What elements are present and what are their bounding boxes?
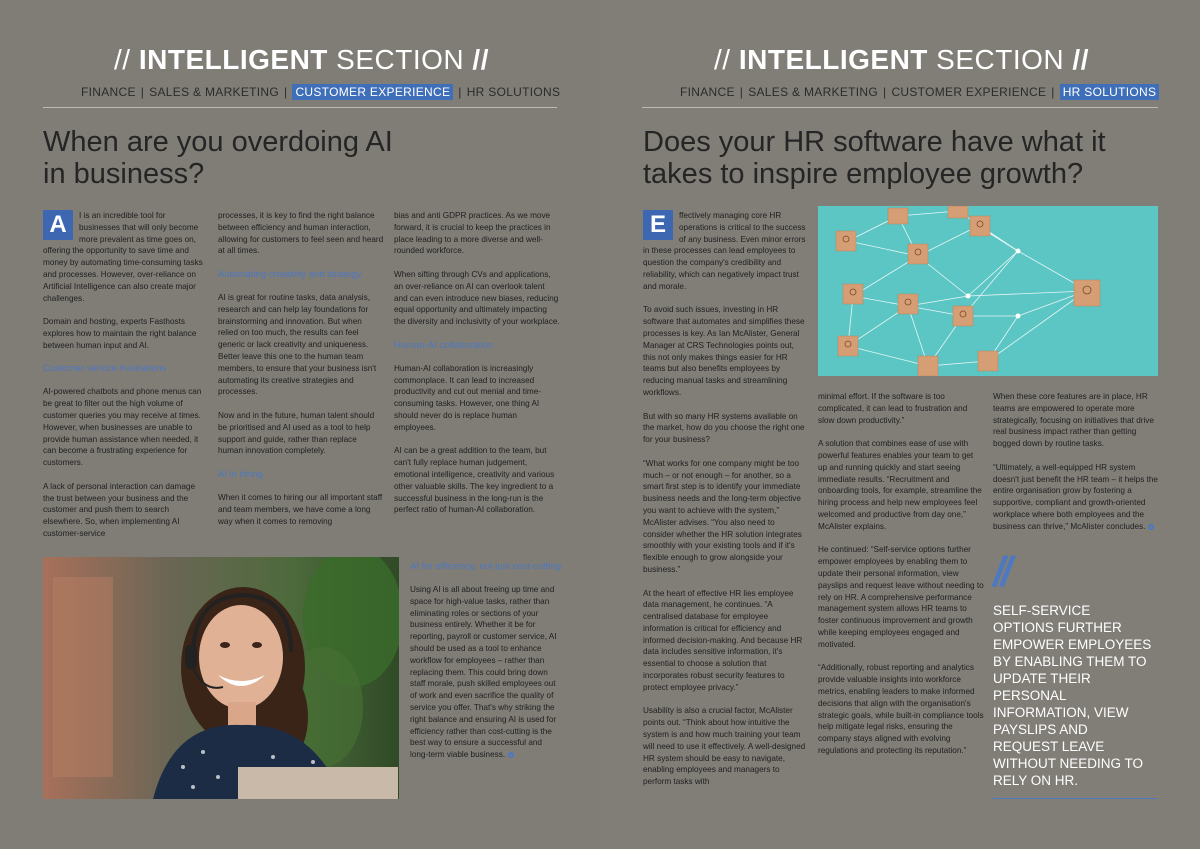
article-column-1	[643, 210, 806, 800]
paragraph: A I is an incredible tool for businesses that will only become more prevalent as time goes on, offering the opportunity to save time and money by automating time-consuming tasks and processes. However, over-reliance on Artificial Intelligence can also create major challenges.	[43, 211, 203, 303]
title-suffix: //	[1072, 44, 1089, 75]
paragraph: “What works for one company might be too much – or not enough – for another, so a smart first step is to identify your immediate business needs and the long-term objective you want to achieve with the system,” McAlister advises. “You also need to consider whether the HR solution integrates smoothly with your existing tools and if it's flexible enough to grow alongside your business.”	[643, 458, 802, 574]
title-bold: INTELLIGENT	[138, 44, 328, 75]
section-nav	[680, 85, 1159, 99]
end-of-article-icon	[1148, 524, 1154, 530]
title-bold: INTELLIGENT	[738, 44, 928, 75]
nav-finance[interactable]: FINANCE	[81, 85, 136, 99]
paragraph: But with so many HR systems available on the market, how do you choose the right one for your business?	[643, 411, 805, 445]
title-prefix: //	[714, 44, 731, 75]
subheading: Customer service frustrations	[43, 363, 167, 375]
title-light: SECTION	[336, 44, 465, 75]
paragraph: AI-powered chatbots and phone menus can be great to filter out the high volume of customer queries you may receive at times. However, when businesses are unable to provide human assistance when needed, it can become a frustrating experience for customers.	[43, 387, 202, 468]
paragraph: Usability is also a crucial factor, McAlister points out. “Think about how intuitive the system is and how much training your team will need to use it effectively. A well-designed HR system should be easy to navigate, enabling employees and managers to perform tasks with	[643, 706, 806, 787]
nav-hr-solutions[interactable]: HR SOLUTIONS	[1060, 84, 1160, 100]
subheading: AI in hiring	[218, 468, 263, 480]
network-illustration	[818, 206, 1158, 376]
right-page	[600, 0, 1200, 849]
nav-hr-solutions[interactable]: HR SOLUTIONS	[466, 85, 561, 99]
nav-separator: |	[458, 85, 462, 99]
nav-separator: |	[284, 85, 288, 99]
article-column-4	[410, 561, 562, 773]
header-rule	[43, 107, 557, 108]
paragraph: Using AI is all about freeing up time and space for high-value tasks, rather than eliminating roles or sections of your business entirely. Whether it be for reporting, payroll or customer service, AI should be used as a tool to enhance workflow for employees – rather than replacing them. This could bring down staff morale, push skilled employees out of work and even sacrifice the quality of service you offer. That's why striking the right balance and ensuring AI is used for efficiency rather than cost-cutting is the best way to ensure a successful and long-term viable business.	[410, 585, 557, 760]
article-headline	[43, 126, 563, 190]
section-title	[114, 44, 489, 76]
article-column-3	[394, 210, 560, 528]
paragraph: A solution that combines ease of use with powerful features enables your team to get up and running quickly and start seeing immediate results. “Recruitment and onboarding tools, for example, streamline the hiring process and help new employees feel welcomed and productive from day one,” McAlister explains.	[818, 439, 982, 531]
paragraph: When sifting through CVs and applications, an over-reliance on AI can overlook talent and can even introduce new biases, reducing equal opportunity and ultimately impacting the diversity and inclusivity of your workplace.	[394, 269, 560, 327]
headline-line-2: takes to inspire employee growth?	[643, 158, 1084, 190]
section-nav	[81, 85, 560, 99]
paragraph: When it comes to hiring our all important staff and team members, we have come a long way when it comes to removing	[218, 492, 383, 526]
paragraph: E ffectively managing core HR operations is critical to the success of any business. Even minor errors in these processes can lead employees to question the company's credibility and reliability, which can negatively impact trust and morale.	[643, 211, 806, 291]
support-agent-photo	[43, 557, 399, 799]
nav-finance[interactable]: FINANCE	[680, 85, 735, 99]
paragraph: At the heart of effective HR lies employee data management, he continues. “A centralised database for employee information is critical for efficiency and informed decision-making. And because HR data includes sensitive information, it's essential to choose a solution that incorporates robust security features to protect employee privacy.”	[643, 588, 803, 692]
paragraph: He continued: “Self-service options further empower employees by enabling them to update their personal information, view payslips and request leave without needing to rely on HR. A comprehensive performance management system allows HR teams to foster continuous improvement and growth while keeping employees engaged and motivated.	[818, 545, 984, 649]
paragraph: bias and anti GDPR practices. As we move forward, it is crucial to keep the practices in place leading to a more diverse and well-rounded workforce.	[394, 211, 551, 256]
title-prefix: //	[114, 44, 131, 75]
paragraph: AI can be a great addition to the team, but can't fully replace human judgement, emotional intelligence, creativity and various other valuable skills. The key ingredient to a successful business in the long-run is the perfect ratio of human-AI collaboration.	[394, 446, 555, 515]
headline-line-2: in business?	[43, 158, 205, 190]
nav-separator: |	[883, 85, 887, 99]
paragraph: Human-AI collaboration is increasingly commonplace. It can lead to increased productivity and cut out menial and time-consuming tasks. However, one thing AI should never do is replace human employees.	[394, 363, 541, 432]
subheading: AI for efficiency, not just cost-cutting	[410, 561, 562, 572]
paragraph: To avoid such issues, investing in HR software that automates and simplifies these processes is key. As Ian McAlister, General Manager at CRS Technologies points out, this not only makes things easier for HR teams but also benefits employees by reducing manual tasks and streamlining workflows.	[643, 305, 805, 397]
headline-line-1: When are you overdoing AI	[43, 126, 393, 158]
paragraph: processes, it is key to find the right balance between efficiency and human interaction, allowing for customers to feel seen and heard at all times.	[218, 211, 384, 256]
pull-quote: SELF-SERVICE OPTIONS FURTHER EMPOWER EMPLOYEES BY ENABLING THEM TO UPDATE THEIR PERSONAL INFORMATION, VIEW PAYSLIPS AND REQUEST LEAVE WITHOUT NEEDING TO RELY ON HR.	[993, 603, 1152, 788]
paragraph: AI is great for routine tasks, data analysis, research and can help lay foundations for brainstorming and innovation. But when relied on too much, the results can feel generic or lack creativity and uniqueness. Better leave this one to the human team members, to ensure that your business isn't automating its creative strategies and processes.	[218, 292, 377, 397]
nav-separator: |	[140, 85, 145, 99]
title-suffix: //	[472, 44, 489, 75]
drop-cap: E	[643, 210, 673, 240]
article-column-2	[818, 391, 984, 769]
paragraph: A lack of personal interaction can damage the trust between your business and the customer and push them to search elsewhere. So, when implementing AI customer-service	[43, 481, 196, 538]
nav-separator: |	[1051, 85, 1055, 99]
title-light: SECTION	[936, 44, 1065, 75]
nav-customer-experience[interactable]: CUSTOMER EXPERIENCE	[292, 84, 453, 100]
headline-line-1: Does your HR software have what it	[643, 126, 1106, 158]
end-of-article-icon	[508, 752, 514, 758]
header-rule	[642, 107, 1158, 108]
photo-illustration	[43, 557, 399, 799]
article-headline	[643, 126, 1173, 190]
nav-sales-marketing[interactable]: SALES & MARKETING	[149, 85, 280, 99]
article-column-1	[43, 210, 206, 552]
subheading: Automating creativity and strategy	[218, 268, 362, 280]
subheading: Human-AI collaboration	[394, 339, 494, 351]
paragraph: Now and in the future, human talent should be prioritised and AI used as a tool to help support and guide, rather than replace human innovation completely.	[218, 410, 375, 456]
section-title	[714, 44, 1089, 76]
pull-quote-rule	[993, 798, 1158, 799]
paragraph: When these core features are in place, HR teams are empowered to operate more strategically, focusing on initiatives that drive real business impact rather than getting bogged down by routine tasks.	[993, 392, 1154, 449]
paragraph: minimal effort. If the software is too complicated, it can lead to frustration and slow down productivity.”	[818, 392, 968, 425]
article-column-3	[993, 391, 1159, 544]
pull-quote-mark-icon: //	[993, 548, 1009, 595]
drop-cap: A	[43, 210, 73, 240]
article-column-2	[218, 210, 384, 539]
nav-separator: |	[739, 85, 744, 99]
paragraph: Domain and hosting, experts Fasthosts explores how to maintain the right balance between human input and AI.	[43, 317, 197, 350]
nav-sales-marketing[interactable]: SALES & MARKETING	[748, 85, 879, 99]
paragraph: “Additionally, robust reporting and analytics provide valuable insights into workforce metrics, enabling leaders to make informed decisions that align with the organisation's strategic goals, while built-in compliance tools help mitigate legal risks, ensuring the company stays aligned with evolving regulations and protecting its reputation.”	[818, 663, 984, 755]
hr-network-image	[818, 206, 1158, 376]
nav-customer-experience[interactable]: CUSTOMER EXPERIENCE	[891, 85, 1047, 99]
paragraph: “Ultimately, a well-equipped HR system doesn't just benefit the HR team – it helps the entire organisation grow by fostering a supportive, compliant and growth-oriented workplace where both employees and the business can thrive,” McAlister concludes.	[993, 462, 1158, 531]
